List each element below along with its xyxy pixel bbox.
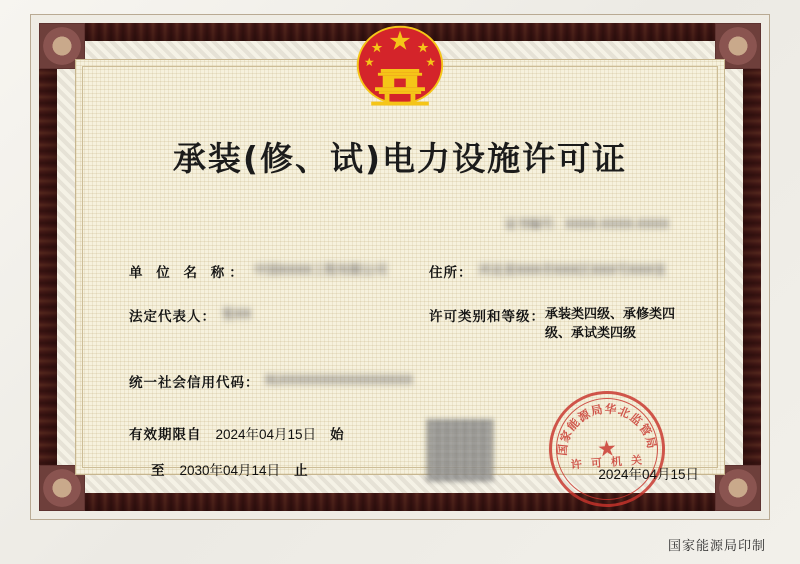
validity-from-tail: 始 (330, 427, 344, 442)
row-credit-code (129, 371, 699, 391)
credit-code-label: 统一社会信用代码： (129, 374, 260, 390)
category-label: 许可类别和等级： (429, 309, 545, 324)
unit-name-label: 单 位 名 称： (129, 265, 248, 280)
certificate-outer-frame (30, 14, 770, 520)
validity-from-label: 有效期限自 (129, 427, 202, 442)
validity-from-date: 2024年04月15日 (215, 427, 317, 442)
validity-to-label: 至 (151, 463, 166, 478)
field-address (429, 261, 699, 281)
field-unit-name (129, 261, 429, 281)
svg-text:国家能源局华北监管局: 国家能源局华北监管局 (556, 403, 658, 457)
credit-code-value: 91XXXXXXXXXXXXXXXX (265, 372, 413, 387)
field-credit-code (129, 371, 649, 391)
row-unit-name-address (129, 261, 699, 281)
validity-from-line (129, 423, 344, 443)
seal-star-icon: ★ (596, 435, 618, 462)
seal-bottom-text: 许 可 机 关 (570, 454, 646, 472)
qr-code-blurred (427, 419, 493, 481)
unit-name-value: 中国XXXX工程有限公司 (253, 263, 388, 277)
legal-rep-value: 张XX (222, 307, 252, 321)
certificate-fields (129, 261, 699, 409)
legal-rep-label: 法定代表人： (129, 309, 216, 324)
band-left (39, 23, 57, 511)
validity-to-tail: 止 (294, 463, 308, 478)
field-legal-representative (129, 305, 429, 325)
national-emblem-icon (352, 21, 448, 117)
band-right (743, 23, 761, 511)
certificate-title: 承装(修、试)电力设施许可证 (172, 139, 628, 178)
address-label: 住所： (429, 265, 473, 280)
validity-block (129, 423, 344, 495)
field-category-grade (429, 305, 699, 343)
validity-to-date: 2030年04月14日 (179, 463, 281, 478)
validity-to-line (151, 459, 344, 479)
row-legal-rep-category (129, 305, 699, 343)
official-seal (545, 387, 669, 511)
certificate-serial-number: 证书编号：XXXX-XXXX-XXXX (504, 217, 669, 231)
category-value: 承装类四级、承修类四级、承试类四级 (545, 306, 676, 340)
issue-date: 2024年04月15日 (598, 467, 699, 482)
printer-footer: 国家能源局印制 (667, 538, 766, 553)
address-value: 河北省XXX市XXX区XXX号XXX室 (478, 263, 667, 277)
